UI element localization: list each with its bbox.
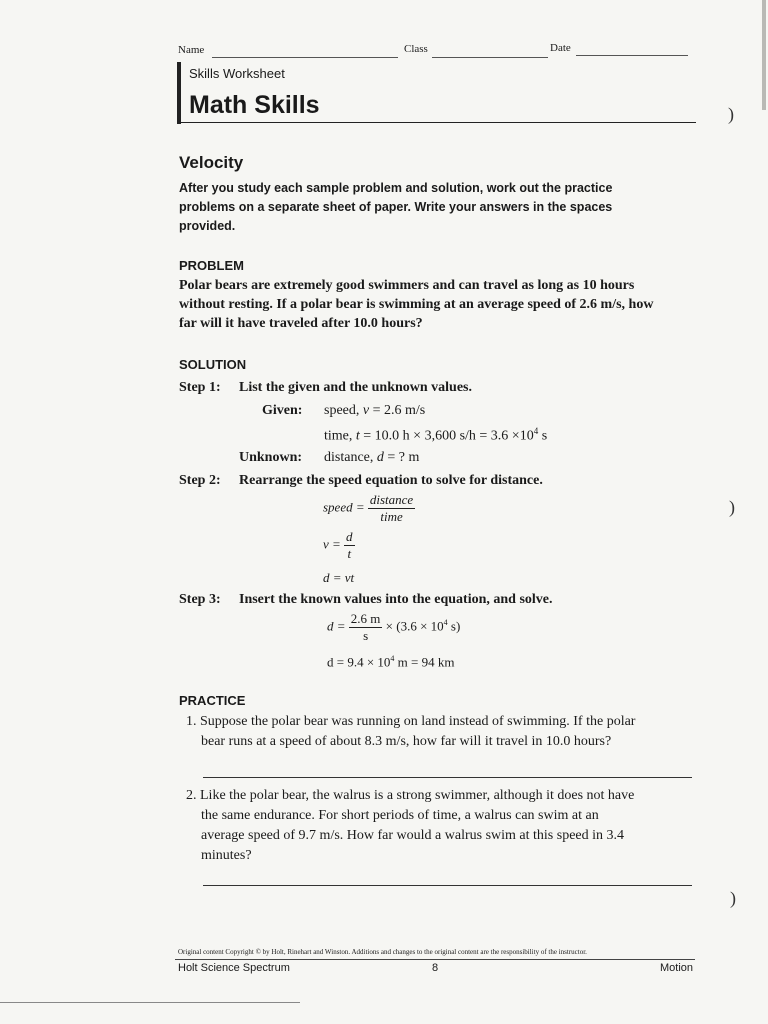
step2-label: Step 2: [179, 473, 221, 488]
class-line [432, 45, 548, 58]
question-line: 2. Like the polar bear, the walrus is a strong swimmer, although it does not have [186, 788, 635, 803]
scan-edge [0, 1002, 300, 1003]
footer-chapter: Motion [660, 962, 694, 974]
eq1-denominator: time [380, 509, 403, 524]
date-label: Date [550, 42, 571, 54]
answer-line-2[interactable] [203, 885, 692, 886]
given-time-value: = 10.0 h × 3,600 s/h = 3.6 ×10 [359, 428, 534, 444]
footer-rule [175, 959, 695, 960]
eq5-part-a: d = 9.4 × 10 [327, 654, 391, 670]
intro-line: provided. [179, 219, 236, 233]
eq5-exponent: 4 [390, 654, 395, 663]
practice-heading: PRACTICE [179, 693, 246, 708]
eq4-lhs: d = [327, 618, 346, 634]
page-title: Math Skills [189, 91, 320, 119]
page-number: 8 [432, 962, 439, 974]
unknown-prefix: distance, [324, 450, 377, 465]
step1-label: Step 1: [179, 380, 221, 395]
date-line [576, 43, 688, 56]
eq4-exponent: 4 [443, 618, 448, 628]
problem-line: Polar bears are extremely good swimmers and can travel as long as 10 hours [179, 278, 635, 293]
given-time-unit: s [538, 428, 548, 444]
given-time [324, 426, 547, 445]
eq5-part-b: m = 94 km [394, 654, 455, 670]
problem-line: far will it have traveled after 10.0 hours? [179, 316, 423, 331]
step2-text: Rearrange the speed equation to solve for distance. [239, 473, 543, 488]
unknown-value: = ? m [383, 450, 420, 465]
worksheet-type: Skills Worksheet [189, 66, 285, 81]
eq2-numerator: d [346, 529, 353, 544]
unknown-distance [324, 450, 419, 466]
intro-line: problems on a separate sheet of paper. Write your answers in the spaces [179, 200, 613, 214]
time-var: t [355, 428, 360, 444]
eq1-fraction [368, 492, 415, 525]
problem-line: without resting. If a polar bear is swimming at an average speed of 2.6 m/s, how [179, 297, 654, 312]
title-rule [181, 122, 696, 123]
step3-label: Step 3: [179, 592, 221, 607]
step3-text: Insert the known values into the equation, and solve. [239, 592, 553, 607]
scan-edge [762, 0, 766, 110]
answer-line-1[interactable] [203, 777, 692, 778]
practice-question-2 [186, 786, 696, 866]
intro-line: After you study each sample problem and solution, work out the practice [179, 181, 613, 195]
equation-distance: d = vt [323, 570, 355, 585]
step1-text: List the given and the unknown values. [239, 380, 473, 395]
eq4-rhs: × (3.6 × 10 [382, 618, 444, 634]
margin-mark: ) [728, 104, 734, 124]
equation-speed [323, 492, 415, 525]
given-speed-value: = 2.6 m/s [369, 403, 426, 418]
equation-substitution [327, 611, 460, 644]
equation-result [327, 654, 454, 670]
eq1-numerator: distance [369, 492, 414, 507]
given-time-prefix: time, [324, 428, 356, 444]
practice-question-1 [186, 712, 696, 752]
name-label: Name [178, 44, 205, 56]
given-label: Given: [262, 403, 303, 418]
question-line: bear runs at a speed of about 8.3 m/s, how far will it travel in 10.0 hours? [201, 734, 612, 749]
margin-mark: ) [729, 497, 735, 517]
question-line: 1. Suppose the polar bear was running on land instead of swimming. If the polar [186, 714, 636, 729]
name-line [212, 45, 398, 58]
section-heading: Velocity [179, 153, 244, 172]
copyright-notice: Original content Copyright © by Holt, Rinehart and Winston. Additions and changes to the original content are the responsibility of the instructor. [178, 948, 587, 956]
intro-text [179, 179, 639, 236]
eq2-lhs: v = [323, 536, 341, 552]
eq2-fraction [344, 529, 355, 562]
given-speed-prefix: speed, [324, 403, 363, 418]
eq1-lhs: speed = [323, 499, 365, 515]
given-time-exponent: 4 [533, 426, 539, 436]
question-line: minutes? [201, 848, 252, 863]
eq2-denominator: t [347, 546, 352, 561]
footer-publication: Holt Science Spectrum [178, 962, 290, 974]
speed-var: v [362, 403, 370, 418]
distance-var: d [376, 450, 384, 465]
given-speed [324, 403, 425, 419]
unknown-label: Unknown: [239, 450, 303, 465]
problem-text [179, 276, 699, 333]
eq4-numerator: 2.6 m [350, 611, 381, 626]
equation-velocity [323, 529, 355, 562]
problem-heading: PROBLEM [179, 258, 244, 273]
eq4-tail: s) [447, 618, 461, 634]
class-label: Class [404, 43, 428, 55]
eq4-fraction [349, 611, 383, 644]
question-line: the same endurance. For short periods of time, a walrus can swim at an [201, 808, 599, 823]
question-line: average speed of 9.7 m/s. How far would a walrus swim at this speed in 3.4 [201, 828, 625, 843]
margin-mark: ) [730, 888, 736, 908]
eq4-denominator: s [363, 628, 369, 643]
solution-heading: SOLUTION [179, 357, 247, 372]
title-bar [177, 62, 181, 124]
